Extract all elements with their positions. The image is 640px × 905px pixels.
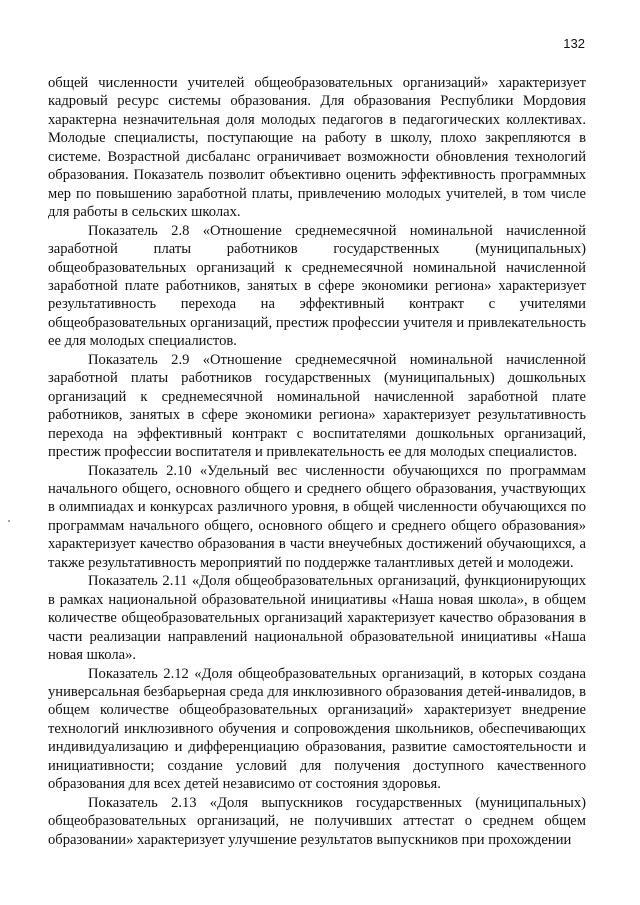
paragraph-indicator-2-12: Показатель 2.12 «Доля общеобразовательных организаций, в которых создана универсальная безбарьерная среда для инклюзивного образования детей-инвалидов, в общем количестве общеобразовательных организаций» характеризует внедрение технологий инклюзивного обучения и сопровождения школьников, обеспечивающих индивидуализацию и дифференциацию образования, развитие самостоятельности и инициативности; создание условий для получения доступного качественного образования для всех детей независимо от состояния здоровья.: [48, 665, 586, 793]
paragraph-indicator-2-9: Показатель 2.9 «Отношение среднемесячной номинальной начисленной заработной платы работников государственных (муниципальных) дошкольных организаций к среднемесячной номинальной начисленной заработной плате работников, занятых в сфере экономики региона» характеризует результативность перехода на эффективный контракт с воспитателями дошкольных организаций, престиж профессии воспитателя и привлекательность ее для молодых специалистов.: [48, 351, 586, 461]
paragraph-continuation: общей численности учителей общеобразовательных организаций» характеризует кадровый ресурс системы образования. Для образования Республики Мордовия характерна незначительная доля молодых педагогов в педагогических коллективах. Молодые специалисты, поступающие на работу в школу, плохо закрепляются в системе. Возрастной дисбаланс ограничивает возможности обновления технологий образования. Показатель позволит объективно оценить эффективность программных мер по повышению заработной платы, привлечению молодых учителей, в том числе для работы в сельских школах.: [48, 75, 586, 221]
paragraph-indicator-2-11: Показатель 2.11 «Доля общеобразовательных организаций, функционирующих в рамках национальной образовательной инициативы «Наша новая школа», в общем количестве общеобразовательных организаций характеризует качество образования в части реализации направлений национальной образовательной инициативы «Наша новая школа».: [48, 573, 586, 664]
scan-speck: [8, 520, 10, 522]
document-body: [48, 74, 586, 849]
paragraph-indicator-2-10: Показатель 2.10 «Удельный вес численности обучающихся по программам начального общего, основного общего и среднего общего образования, участвующих в олимпиадах и конкурсах различного уровня, в общей численности обучающихся по программам начального общего, основного общего и среднего общего образования» характеризует качество образования в части внеучебных достижений обучающихся, а также результативность мероприятий по поддержке талантливых детей и молодежи.: [48, 462, 586, 571]
page-number: 132: [563, 36, 585, 51]
paragraph-indicator-2-13: Показатель 2.13 «Доля выпускников государственных (муниципальных) общеобразовательных организаций, не получивших аттестат о среднем общем образовании» характеризует улучшение результатов выпускников при прохождении: [48, 794, 586, 848]
paragraph-indicator-2-8: Показатель 2.8 «Отношение среднемесячной номинальной начисленной заработной платы работников государственных (муниципальных) общеобразовательных организаций к среднемесячной номинальной начисленной заработной плате работников, занятых в сфере экономики региона» характеризует результативность перехода на эффективный контракт с учителями общеобразовательных организаций, престиж профессии учителя и привлекательность ее для молодых специалистов.: [48, 222, 586, 350]
